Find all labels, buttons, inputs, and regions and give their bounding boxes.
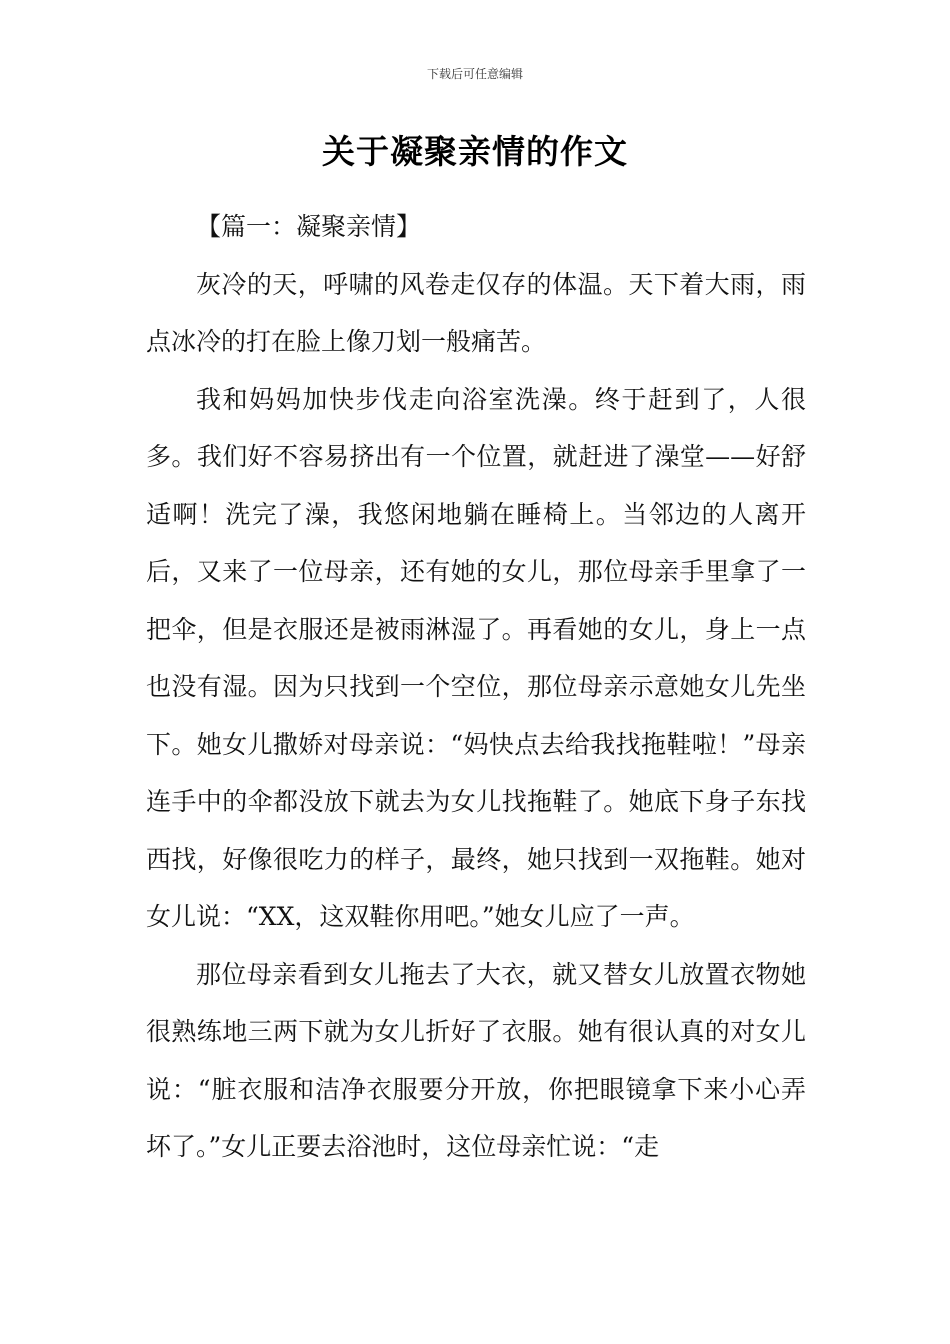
header-note: 下载后可任意编辑 [426,67,523,81]
paragraph-2: 我和妈妈加快步伐走向浴室洗澡。终于赶到了，人很多。我们好不容易挤出有一个位置，就赶进了澡堂——好舒适啊！洗完了澡，我悠闲地躺在睡椅上。当邻边的人离开后，又来了一位母亲，还有她的女儿，那位母亲手里拿了一把伞，但是衣服还是被雨淋湿了。再看她的女儿，身上一点也没有湿。因为只找到一个空位，那位母亲示意她女儿先坐下。她女儿撒娇对母亲说：“妈快点去给我找拖鞋啦！”母亲连手中的伞都没放下就去为女儿找拖鞋了。她底下身子东找西找，好像很吃力的样子，最终，她只找到一双拖鞋。她对女儿说：“XX，这双鞋你用吧。”她女儿应了一声。 [146,384,806,931]
paragraph-3: 那位母亲看到女儿拖去了大衣，就又替女儿放置衣物她很熟练地三两下就为女儿折好了衣服。她有很认真的对女儿说：“脏衣服和洁净衣服要分开放，你把眼镜拿下来小心弄坏了。”女儿正要去浴池时，这位母亲忙说：“走 [146,959,806,1161]
document-body [146,198,806,1176]
document-title: 关于凝聚亲情的作文 [322,132,628,171]
paragraph-1: 灰冷的天，呼啸的风卷走仅存的体温。天下着大雨，雨点冰冷的打在脸上像刀划一般痛苦。 [146,269,806,356]
section-heading: 【篇一：凝聚亲情】 [196,212,422,241]
